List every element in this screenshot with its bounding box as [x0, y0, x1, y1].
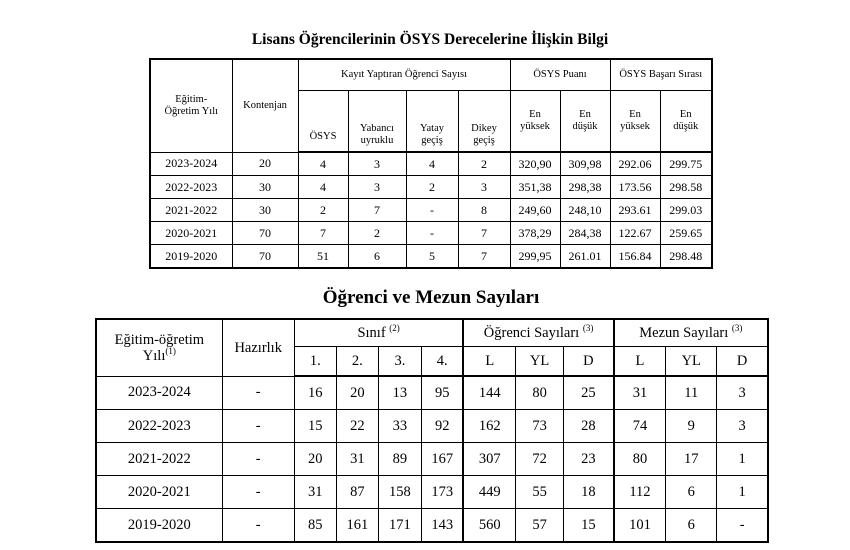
cell: 144	[463, 376, 515, 410]
cell: 30	[232, 199, 298, 222]
cell: -	[406, 199, 458, 222]
header-sinif-4: 4.	[421, 347, 463, 377]
header-ogrenci-yl: YL	[516, 347, 564, 377]
cell: 87	[336, 476, 378, 509]
header-sinif-group	[294, 319, 463, 347]
footnote-1: (1)	[165, 345, 176, 356]
table-row	[150, 199, 712, 222]
cell: 30	[232, 176, 298, 199]
cell: 70	[232, 245, 298, 269]
cell: 298.48	[660, 245, 712, 269]
table-row	[96, 476, 768, 509]
cell: 2021-2022	[96, 443, 222, 476]
cell: 5	[406, 245, 458, 269]
cell: 560	[463, 509, 515, 543]
student-graduate-table	[95, 318, 769, 543]
cell: 378,29	[510, 222, 560, 245]
header-sinif-3: 3.	[378, 347, 421, 377]
cell: -	[222, 376, 294, 410]
cell: 158	[378, 476, 421, 509]
cell: 161	[336, 509, 378, 543]
cell: 92	[421, 410, 463, 443]
header-mezun-l: L	[614, 347, 666, 377]
header-sira-en-dusuk: En düşük	[660, 91, 712, 153]
cell: 3	[717, 410, 768, 443]
cell: 80	[614, 443, 666, 476]
cell: 299.03	[660, 199, 712, 222]
cell: 122.67	[610, 222, 660, 245]
cell: 7	[298, 222, 348, 245]
cell: 3	[717, 376, 768, 410]
header-year: Eğitim-Öğretim Yılı	[150, 59, 232, 152]
cell: 2	[298, 199, 348, 222]
osys-table	[149, 58, 713, 269]
cell: 156.84	[610, 245, 660, 269]
header-mezun-yl: YL	[666, 347, 717, 377]
cell: 293.61	[610, 199, 660, 222]
cell: 20	[232, 152, 298, 176]
cell: 51	[298, 245, 348, 269]
cell: 3	[348, 176, 406, 199]
cell: 13	[378, 376, 421, 410]
cell: 31	[614, 376, 666, 410]
cell: 167	[421, 443, 463, 476]
cell: 2	[348, 222, 406, 245]
cell: -	[222, 443, 294, 476]
header-sinif: Sınıf	[357, 325, 386, 341]
header-mezun-d: D	[717, 347, 768, 377]
cell: 2022-2023	[96, 410, 222, 443]
header-sira-en-yuksek: En yüksek	[610, 91, 660, 153]
table-row	[150, 152, 712, 176]
cell: 1	[717, 476, 768, 509]
table-row	[150, 222, 712, 245]
header-yatay: Yatay geçiş	[406, 91, 458, 153]
header-mezun: Mezun Sayıları	[639, 325, 729, 341]
cell: 6	[666, 509, 717, 543]
cell: 259.65	[660, 222, 712, 245]
cell: 7	[458, 245, 510, 269]
cell: 1	[717, 443, 768, 476]
cell: 16	[294, 376, 336, 410]
header-dikey: Dikey geçiş	[458, 91, 510, 153]
header-kontenjan: Kontenjan	[232, 59, 298, 152]
cell: -	[222, 476, 294, 509]
cell: 309,98	[560, 152, 610, 176]
cell: 3	[348, 152, 406, 176]
header-puan-group: ÖSYS Puanı	[510, 59, 610, 91]
cell: 162	[463, 410, 515, 443]
header-kayit-group: Kayıt Yaptıran Öğrenci Sayısı	[298, 59, 510, 91]
cell: 89	[378, 443, 421, 476]
header-sinif-1: 1.	[294, 347, 336, 377]
cell: 22	[336, 410, 378, 443]
cell: 298.58	[660, 176, 712, 199]
cell: 74	[614, 410, 666, 443]
cell: 299,95	[510, 245, 560, 269]
header-yabanci: Yabancı uyruklu	[348, 91, 406, 153]
header-hazirlik: Hazırlık	[222, 319, 294, 376]
cell: 20	[336, 376, 378, 410]
cell: 249,60	[510, 199, 560, 222]
cell: 2019-2020	[150, 245, 232, 269]
table2-title: Öğrenci ve Mezun Sayıları	[322, 287, 540, 308]
cell: 2019-2020	[96, 509, 222, 543]
header-mezun-group	[614, 319, 768, 347]
header-ogrenci-l: L	[463, 347, 515, 377]
cell: 284,38	[560, 222, 610, 245]
table-row	[96, 443, 768, 476]
table1-title: Lisans Öğrencilerinin ÖSYS Derecelerine İlişkin Bilgi	[251, 31, 609, 48]
header-year	[96, 319, 222, 376]
header-ogrenci-group	[463, 319, 613, 347]
cell: 4	[298, 152, 348, 176]
cell: 95	[421, 376, 463, 410]
cell: 57	[516, 509, 564, 543]
cell: 143	[421, 509, 463, 543]
cell: 2023-2024	[150, 152, 232, 176]
cell: 449	[463, 476, 515, 509]
cell: 70	[232, 222, 298, 245]
header-year-line2: Yılı	[142, 347, 166, 364]
footnote-3: (3)	[731, 323, 743, 334]
header-sira-group: ÖSYS Başarı Sırası	[610, 59, 712, 91]
cell: 23	[564, 443, 614, 476]
cell: -	[222, 410, 294, 443]
table-row	[96, 410, 768, 443]
cell: 4	[298, 176, 348, 199]
cell: 2023-2024	[96, 376, 222, 410]
cell: -	[406, 222, 458, 245]
cell: 2	[406, 176, 458, 199]
header-sinif-2: 2.	[336, 347, 378, 377]
cell: 80	[516, 376, 564, 410]
cell: 307	[463, 443, 515, 476]
cell: 18	[564, 476, 614, 509]
cell: 320,90	[510, 152, 560, 176]
cell: 6	[348, 245, 406, 269]
cell: 7	[458, 222, 510, 245]
cell: 15	[294, 410, 336, 443]
cell: 2020-2021	[96, 476, 222, 509]
table-row	[150, 245, 712, 269]
table-row	[150, 176, 712, 199]
cell: 173	[421, 476, 463, 509]
cell: 2	[458, 152, 510, 176]
header-puan-en-dusuk: En düşük	[560, 91, 610, 153]
cell: 11	[666, 376, 717, 410]
header-ogrenci-d: D	[564, 347, 614, 377]
header-osys: ÖSYS	[298, 91, 348, 153]
cell: 25	[564, 376, 614, 410]
cell: 171	[378, 509, 421, 543]
table-row	[96, 509, 768, 543]
cell: 101	[614, 509, 666, 543]
cell: 298,38	[560, 176, 610, 199]
cell: 9	[666, 410, 717, 443]
cell: 31	[294, 476, 336, 509]
cell: 8	[458, 199, 510, 222]
cell: -	[222, 509, 294, 543]
cell: 31	[336, 443, 378, 476]
cell: 6	[666, 476, 717, 509]
table-row	[96, 376, 768, 410]
cell: 112	[614, 476, 666, 509]
cell: 2020-2021	[150, 222, 232, 245]
cell: 261.01	[560, 245, 610, 269]
cell: -	[717, 509, 768, 543]
cell: 299.75	[660, 152, 712, 176]
cell: 7	[348, 199, 406, 222]
cell: 15	[564, 509, 614, 543]
cell: 73	[516, 410, 564, 443]
cell: 4	[406, 152, 458, 176]
cell: 292.06	[610, 152, 660, 176]
cell: 20	[294, 443, 336, 476]
cell: 17	[666, 443, 717, 476]
cell: 55	[516, 476, 564, 509]
cell: 28	[564, 410, 614, 443]
cell: 351,38	[510, 176, 560, 199]
header-ogrenci: Öğrenci Sayıları	[483, 325, 580, 341]
cell: 85	[294, 509, 336, 543]
cell: 173.56	[610, 176, 660, 199]
cell: 33	[378, 410, 421, 443]
cell: 2021-2022	[150, 199, 232, 222]
cell: 248,10	[560, 199, 610, 222]
cell: 2022-2023	[150, 176, 232, 199]
header-year-line1: Eğitim-öğretim	[114, 331, 205, 348]
cell: 72	[516, 443, 564, 476]
header-puan-en-yuksek: En yüksek	[510, 91, 560, 153]
footnote-2: (2)	[389, 323, 400, 334]
footnote-3: (3)	[582, 323, 594, 334]
cell: 3	[458, 176, 510, 199]
